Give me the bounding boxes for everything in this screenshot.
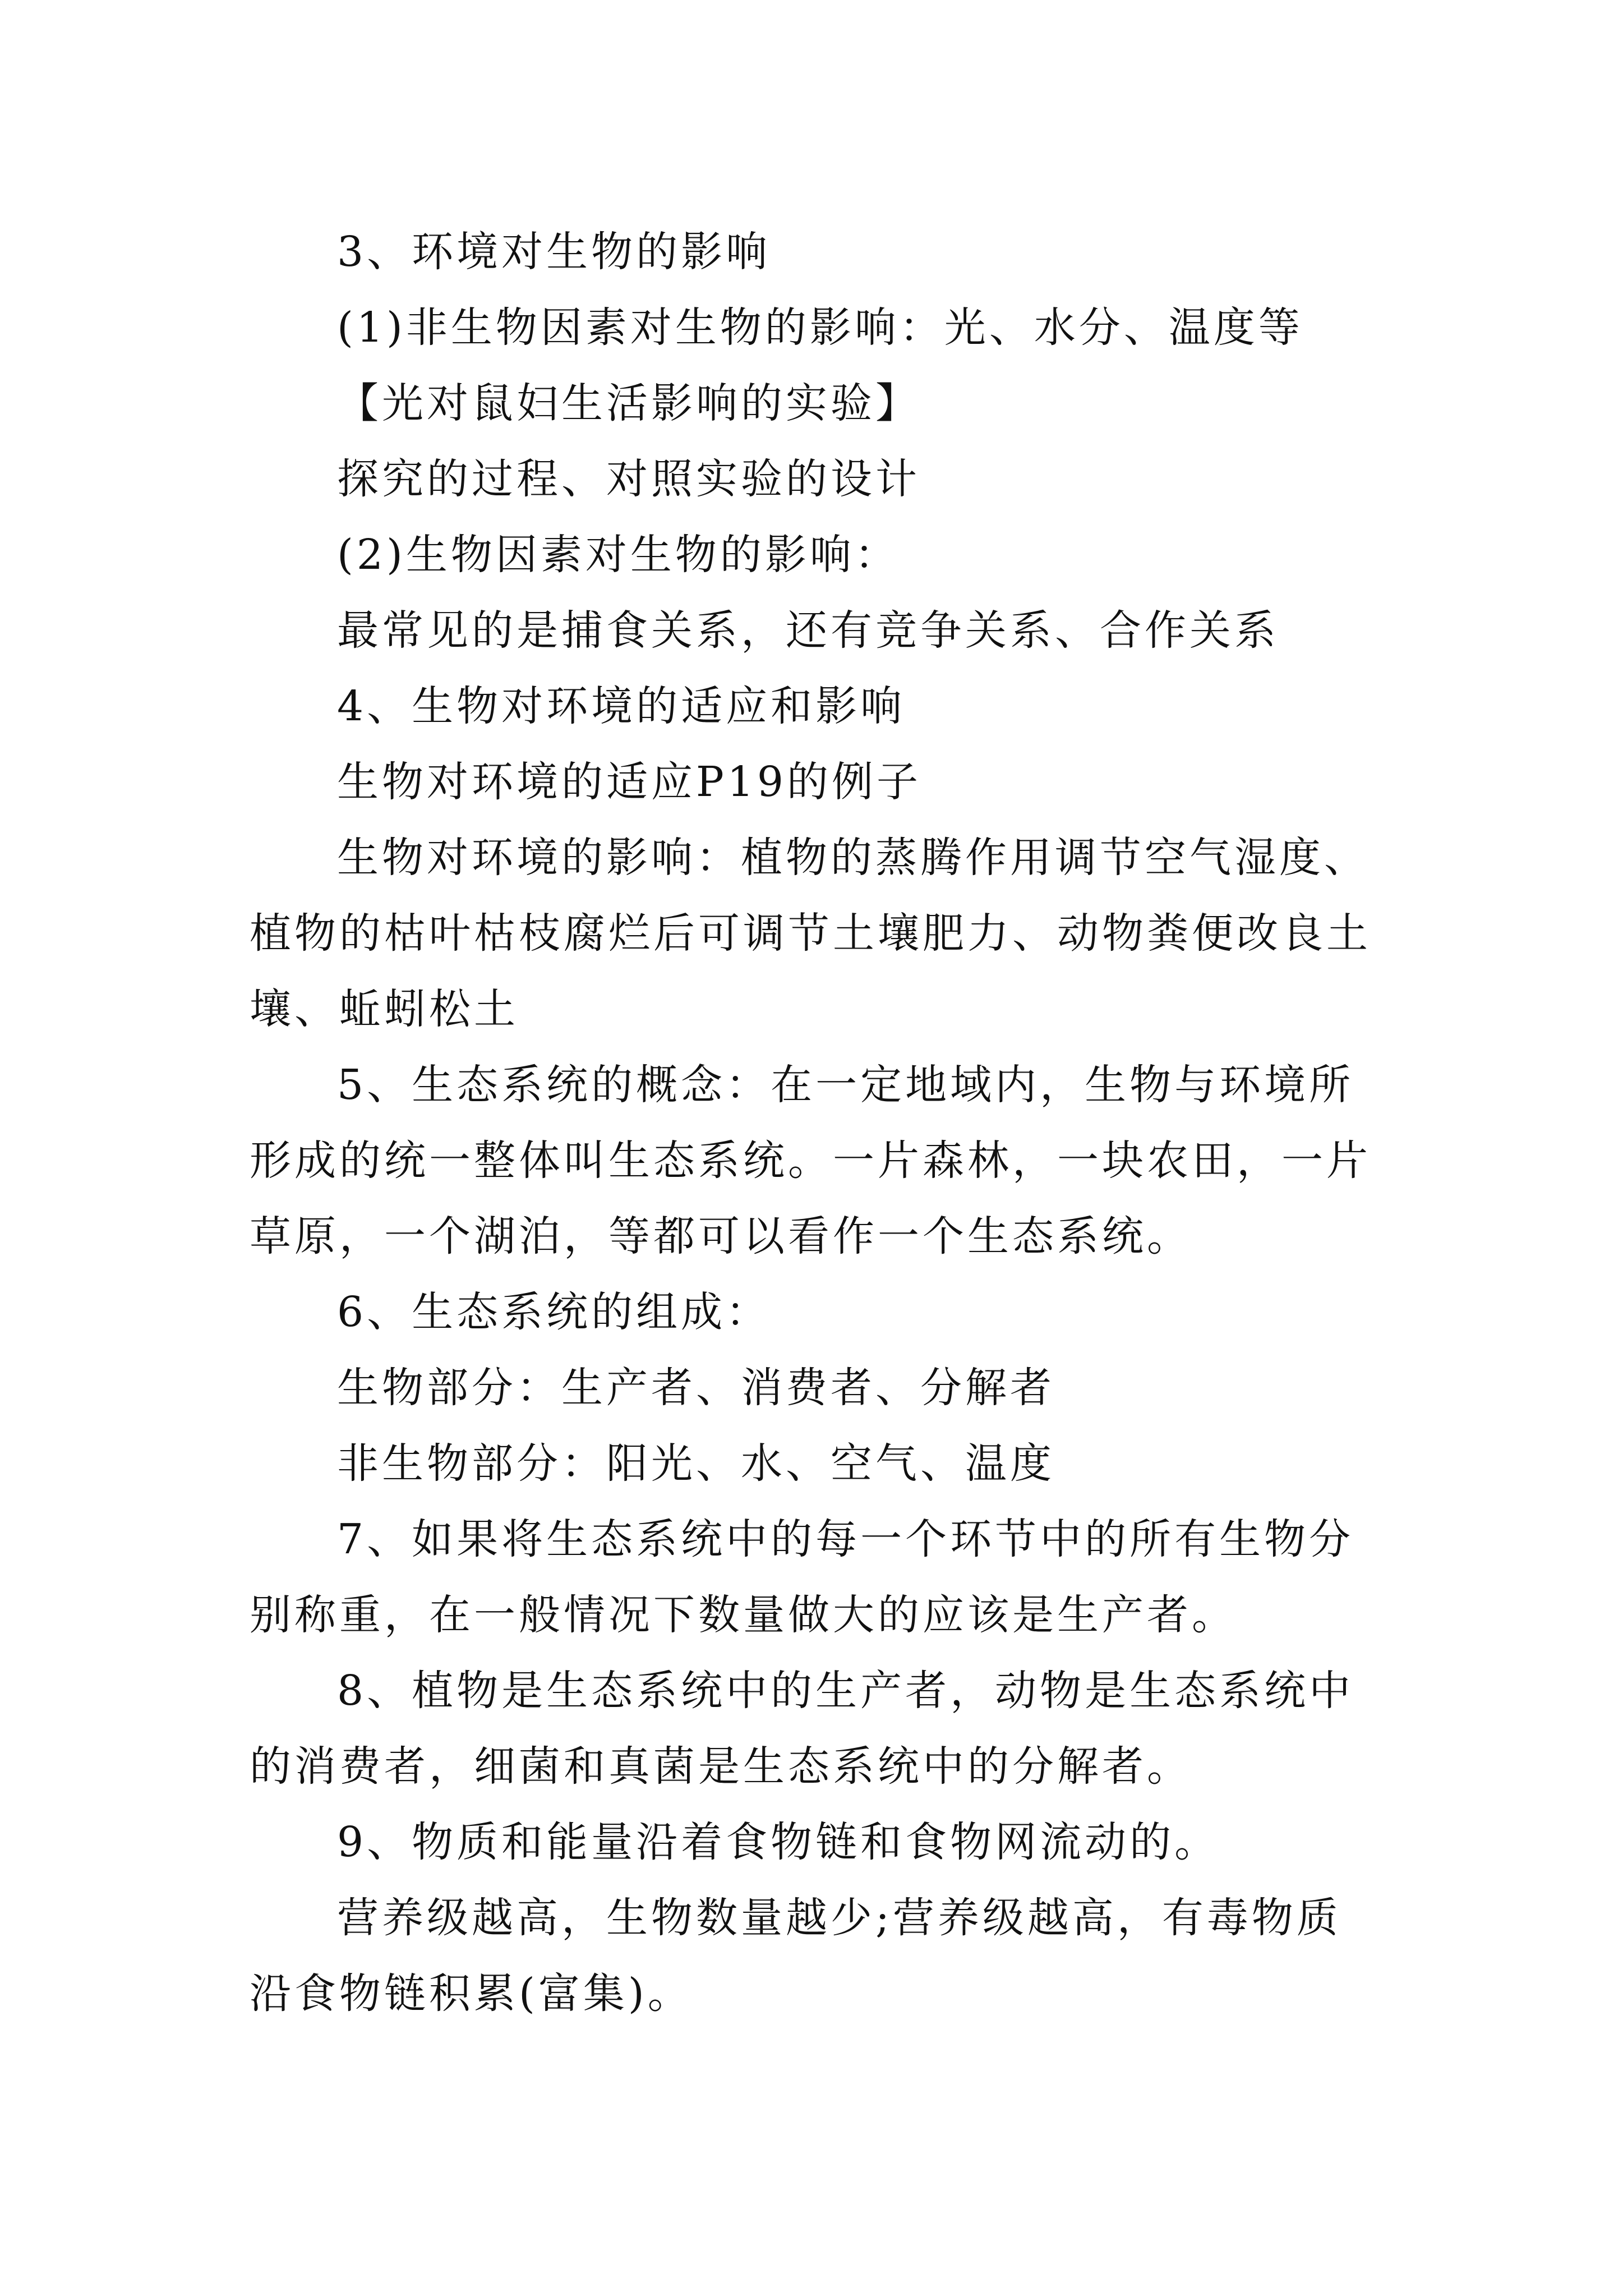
document-body xyxy=(250,214,1385,2032)
relationships-line: 最常见的是捕食关系，还有竞争关系、合作关系 xyxy=(337,606,1279,655)
roles-paragraph: 8、植物是生态系统中的生产者，动物是生态系统中的消费者，细菌和真菌是生态系统中的分解者。 xyxy=(250,1667,1354,1791)
organism-effect-paragraph: 生物对环境的影响：植物的蒸腾作用调节空气湿度、植物的枯叶枯枝腐烂后可调节土壤肥力、动物粪便改良土壤、蚯蚓松土 xyxy=(250,834,1371,1033)
heading-ecosystem-composition: 6、生态系统的组成： xyxy=(337,1288,771,1336)
abiotic-components-line: 非生物部分：阳光、水、空气、温度 xyxy=(337,1439,1055,1488)
heading-adaptation: 4、生物对环境的适应和影响 xyxy=(337,682,906,730)
producer-weight-paragraph: 7、如果将生态系统中的每一个环节中的所有生物分别称重，在一般情况下数量做大的应该是生产者。 xyxy=(250,1515,1354,1639)
biotic-factors-line: (2)生物因素对生物的影响： xyxy=(337,531,900,579)
biotic-components-line: 生物部分：生产者、消费者、分解者 xyxy=(337,1364,1055,1412)
heading-environment-effect: 3、环境对生物的影响 xyxy=(337,228,771,276)
woodlouse-experiment-title: 【光对鼠妇生活影响的实验】 xyxy=(337,379,920,427)
energy-flow-line: 9、物质和能量沿着食物链和食物网流动的。 xyxy=(337,1818,1220,1866)
inquiry-process-line: 探究的过程、对照实验的设计 xyxy=(337,455,920,503)
trophic-level-paragraph: 营养级越高，生物数量越少;营养级越高，有毒物质沿食物链积累(富集)。 xyxy=(250,1894,1341,2018)
abiotic-factors-line: (1)非生物因素对生物的影响：光、水分、温度等 xyxy=(337,303,1303,352)
ecosystem-concept-paragraph: 5、生态系统的概念：在一定地域内，生物与环境所形成的统一整体叫生态系统。一片森林，一块农田，一片草原，一个湖泊，等都可以看作一个生态系统。 xyxy=(250,1061,1371,1260)
adaptation-example-line: 生物对环境的适应P19的例子 xyxy=(337,758,921,806)
